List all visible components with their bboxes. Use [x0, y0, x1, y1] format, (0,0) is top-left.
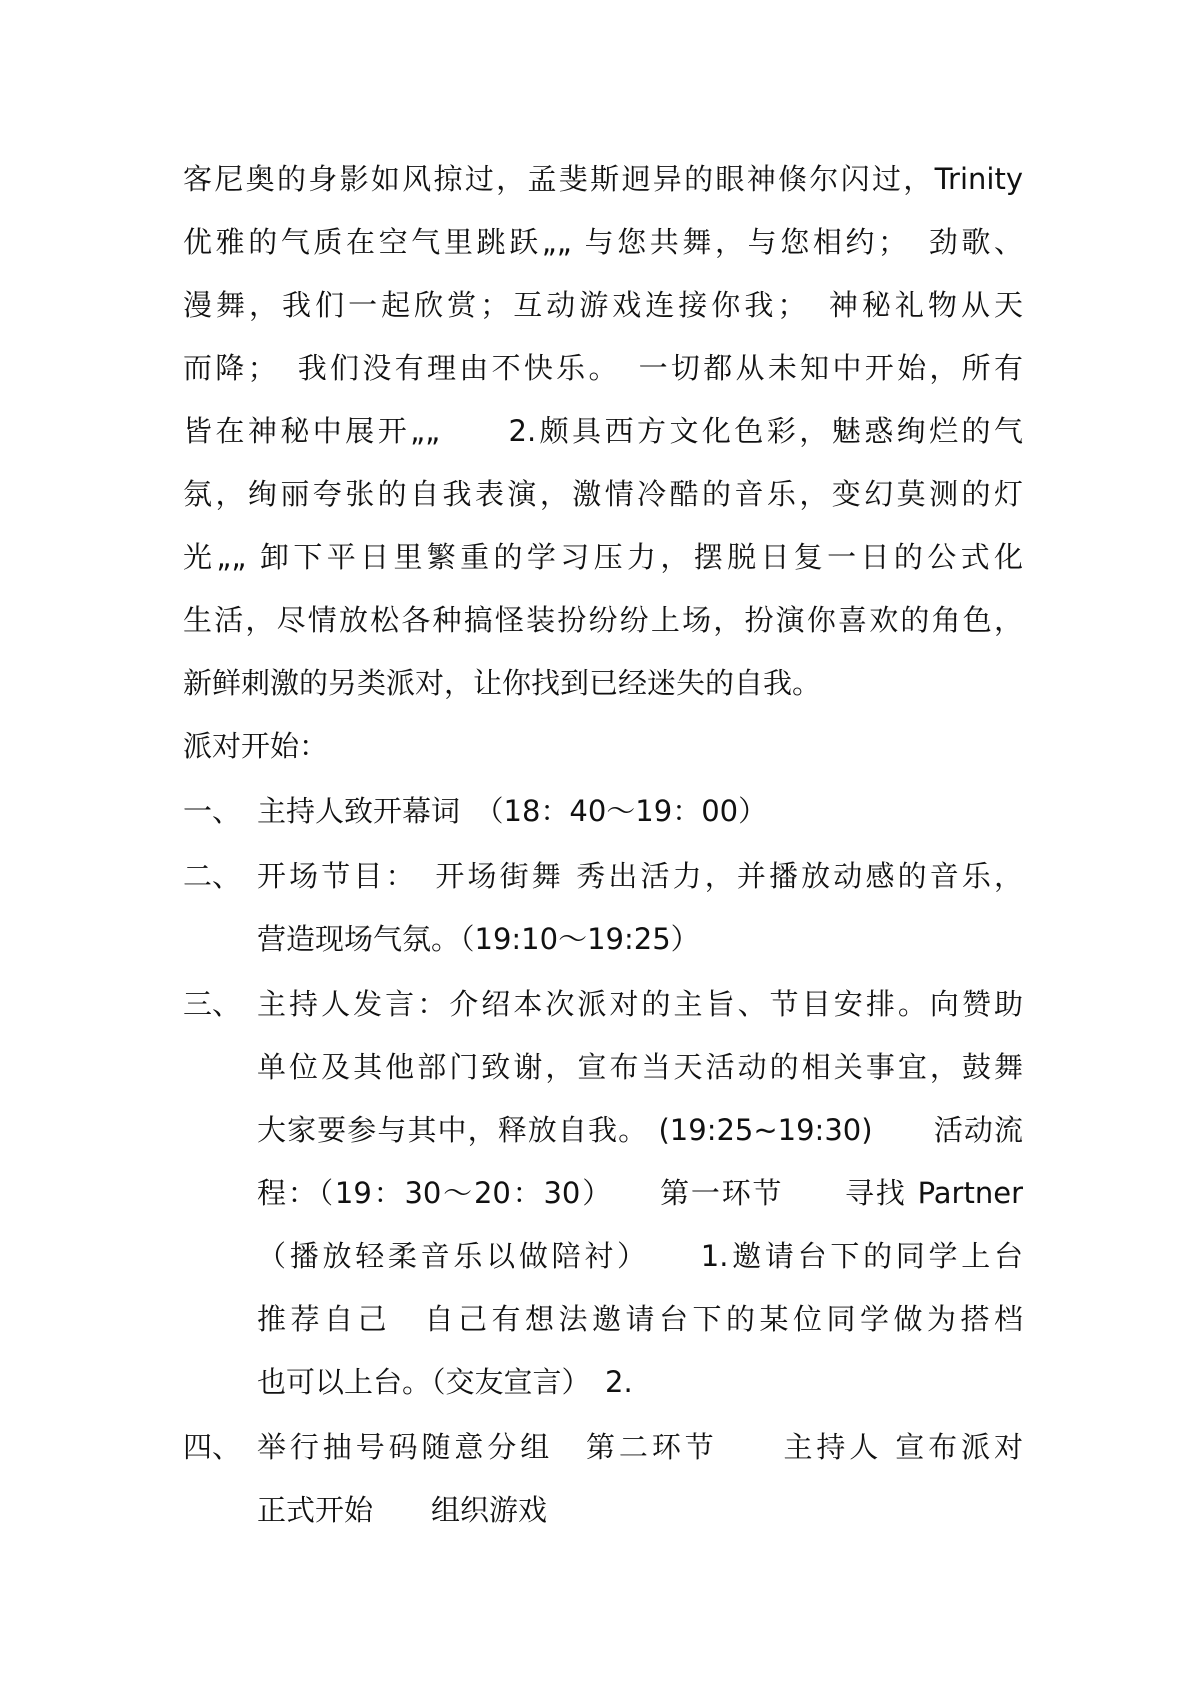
agenda-item-line: 开场节目： 开场街舞 秀出活力，并播放动感的音乐，	[257, 859, 1023, 893]
agenda-item-number: 一、	[183, 794, 242, 828]
paragraph-line: 皆在神秘中展开„„ 2.颇具西方文化色彩，魅惑绚烂的气	[183, 414, 1023, 448]
agenda-item-line: 主持人致开幕词 （18：40～19：00）	[257, 794, 768, 828]
agenda-item-number: 三、	[183, 987, 242, 1021]
paragraph-line: 氛，绚丽夸张的自我表演，激情冷酷的音乐，变幻莫测的灯	[183, 477, 1023, 511]
paragraph-line: 光„„ 卸下平日里繁重的学习压力，摆脱日复一日的公式化	[183, 540, 1023, 574]
agenda-item-line: 推荐自己 自己有想法邀请台下的某位同学做为搭档	[257, 1302, 1023, 1336]
paragraph-line: 新鲜刺激的另类派对，让你找到已经迷失的自我。	[183, 666, 822, 700]
agenda-item-number: 二、	[183, 859, 242, 893]
agenda-item-line: 正式开始 组织游戏	[257, 1493, 548, 1527]
section-heading: 派对开始：	[183, 729, 329, 763]
paragraph-line: 漫舞，我们一起欣赏；互动游戏连接你我； 神秘礼物从天	[183, 288, 1023, 322]
agenda-item-line: 举行抽号码随意分组 第二环节 主持人 宣布派对	[257, 1430, 1023, 1464]
agenda-item-line: 营造现场气氛。（19:10～19:25）	[257, 922, 700, 956]
paragraph-line: 生活，尽情放松各种搞怪装扮纷纷上场，扮演你喜欢的角色，	[183, 603, 1023, 637]
agenda-item-line: 单位及其他部门致谢，宣布当天活动的相关事宜，鼓舞	[257, 1050, 1023, 1084]
agenda-item-line: 也可以上台。（交友宣言） 2.	[257, 1365, 633, 1399]
agenda-item-line: 大家要参与其中，释放自我。 (19:25~19:30) 活动流	[257, 1113, 1023, 1147]
agenda-item-line: 主持人发言：介绍本次派对的主旨、节目安排。向赞助	[257, 987, 1023, 1021]
paragraph-line: 而降； 我们没有理由不快乐。 一切都从未知中开始，所有	[183, 351, 1023, 385]
agenda-item-number: 四、	[183, 1430, 242, 1464]
paragraph-line: 客尼奥的身影如风掠过，孟斐斯迥异的眼神倏尔闪过，Trinity	[183, 162, 1023, 196]
paragraph-line: 优雅的气质在空气里跳跃„„ 与您共舞，与您相约； 劲歌、	[183, 225, 1023, 259]
agenda-item-line: （播放轻柔音乐以做陪衬） 1.邀请台下的同学上台	[257, 1239, 1023, 1273]
agenda-item-line: 程：（19：30～20：30） 第一环节 寻找 Partner	[257, 1176, 1023, 1210]
